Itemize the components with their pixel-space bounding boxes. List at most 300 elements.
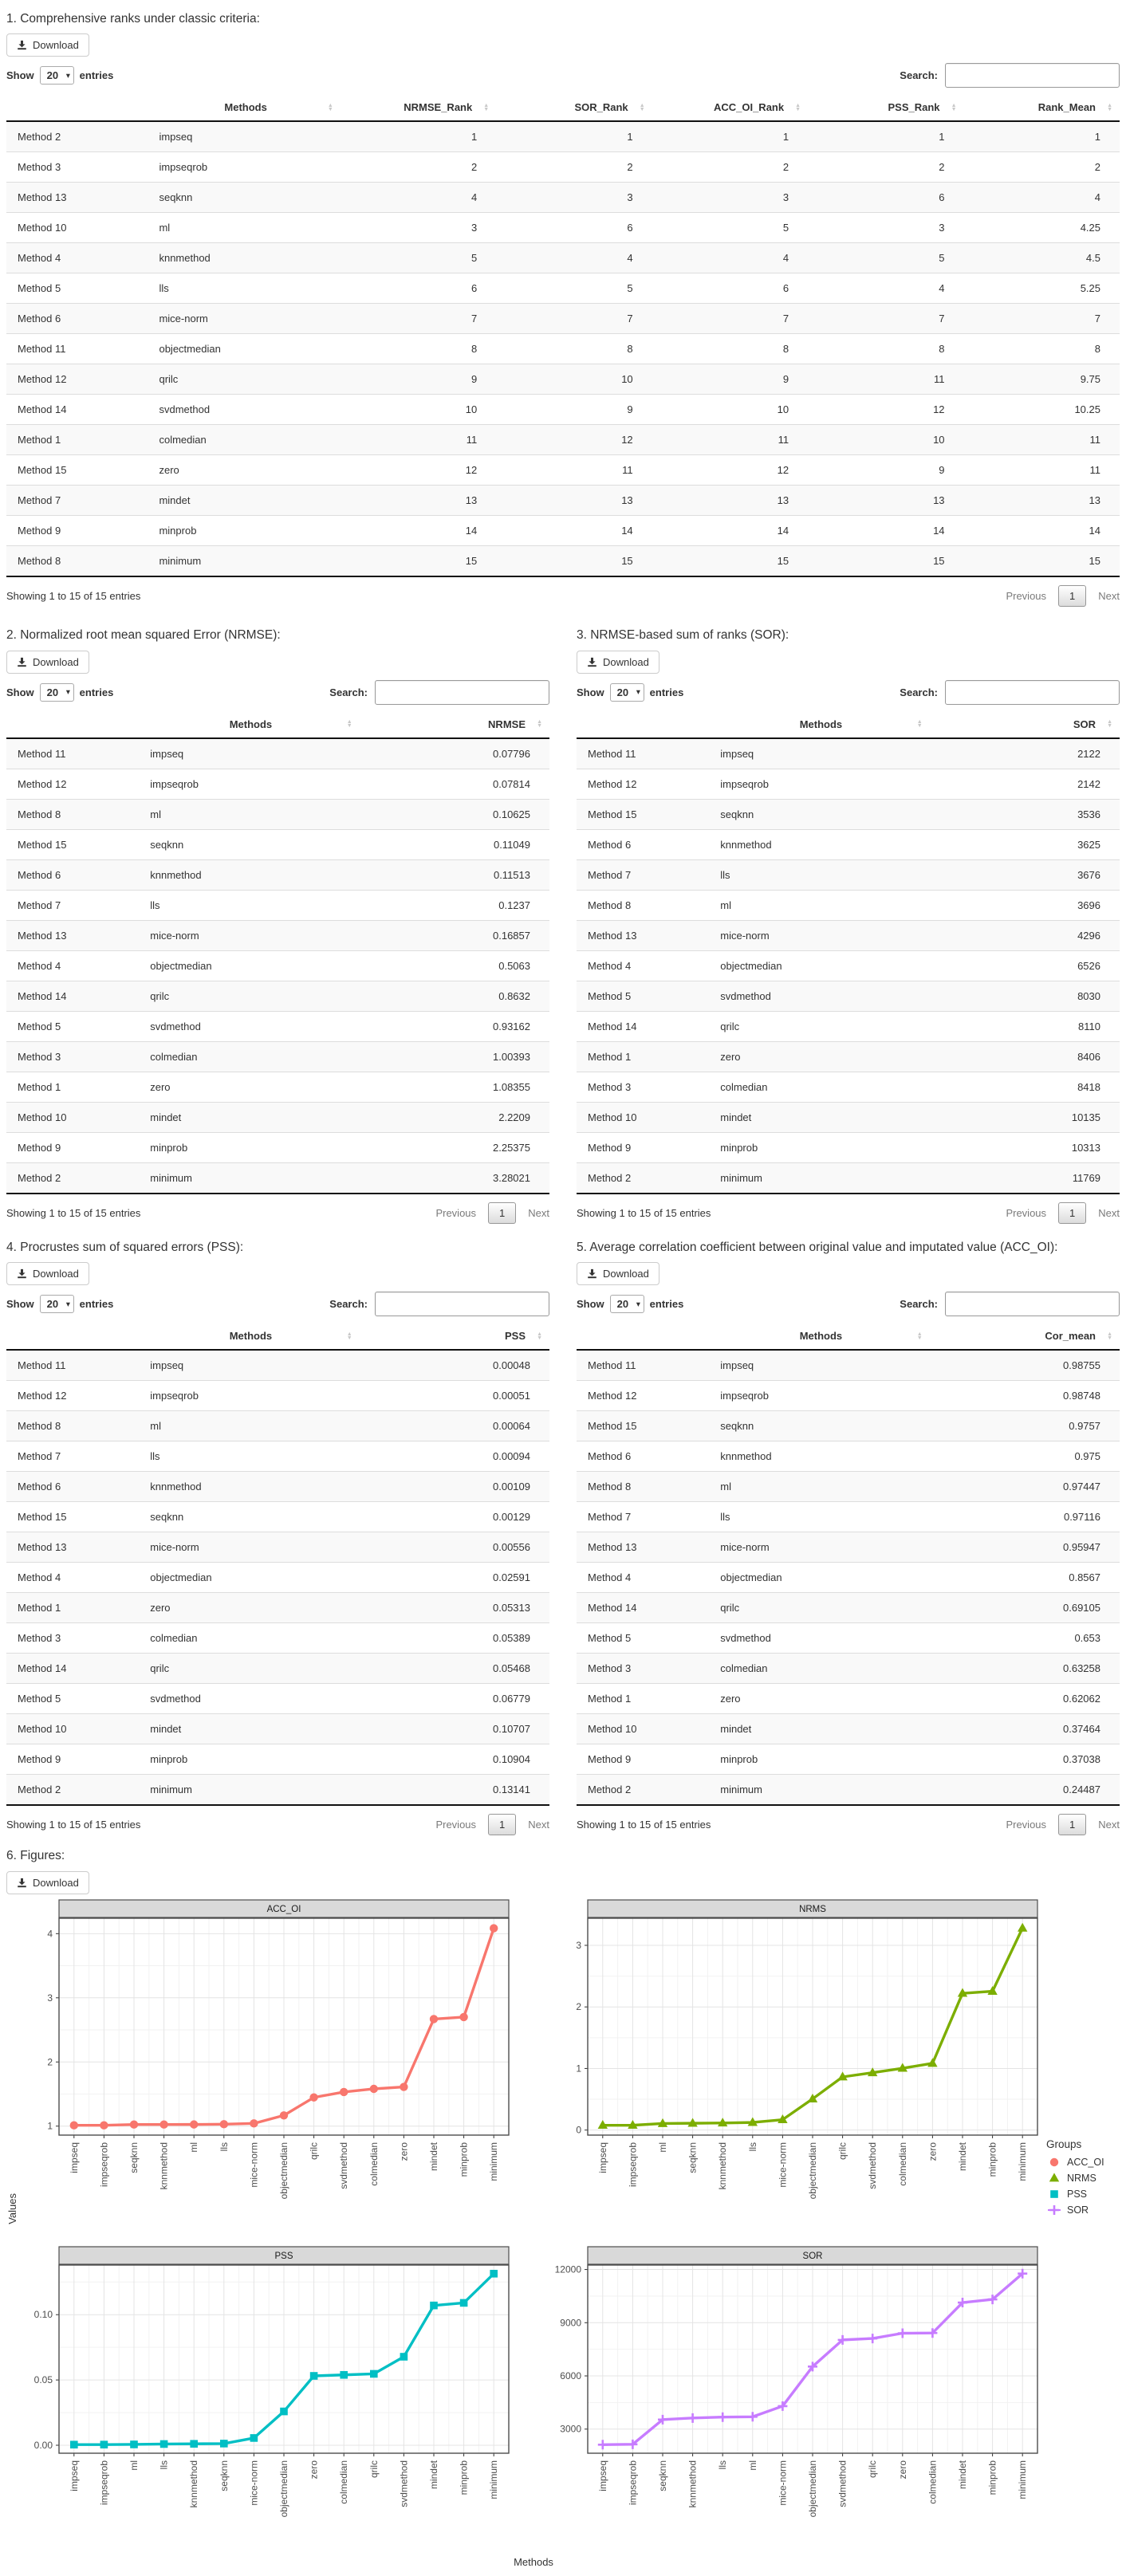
cell-value: 0.8632 [360,981,549,1011]
column-header-label: Methods [229,1330,273,1343]
previous-button[interactable]: Previous [1006,590,1047,603]
download-label: Download [33,39,79,52]
cell-value: 13 [496,486,652,516]
cell-value: 0.16857 [360,920,549,950]
table-row [577,1350,1120,1381]
sort-arrows-icon[interactable]: ▲ ▼ [483,102,490,112]
cell-value: 8 [652,334,808,364]
search-input[interactable] [375,1292,549,1316]
cell-rowname: Method 7 [6,890,142,920]
search-label: Search: [900,69,938,82]
download-button[interactable] [577,651,659,674]
download-button[interactable] [577,1262,659,1285]
entries-label: entries [649,1298,684,1311]
cell-value: 8030 [930,981,1120,1011]
table-toolbar [577,1262,1120,1285]
table-row [6,859,549,890]
show-label: Show [6,686,34,698]
column-header-nrmse_rank[interactable] [341,94,496,121]
table-row [6,152,1120,183]
facet-strip-title: NRMS [799,1904,826,1914]
cell-rowname: Method 7 [6,486,151,516]
cell-method: seqknn [142,829,359,859]
previous-button[interactable]: Previous [435,1819,477,1831]
cell-value: 5 [652,213,808,243]
cell-method: impseqrob [151,152,340,183]
cell-rowname: Method 14 [577,1011,712,1041]
page-size-select-wrap [610,683,644,702]
cell-rowname: Method 2 [6,121,151,152]
cell-method: objectmedian [712,1563,929,1593]
cell-value: 0.07814 [360,769,549,799]
x-category-label: impseqrob [98,2141,110,2187]
section-acc-oi [577,1232,1120,1840]
cell-rowname: Method 12 [6,1381,142,1411]
next-button[interactable]: Next [1098,1819,1120,1831]
column-header-methods[interactable] [142,1323,359,1350]
download-button[interactable] [6,1262,89,1285]
cell-method: lls [142,890,359,920]
data-point [490,2269,498,2277]
cell-method: ml [712,1472,929,1502]
table-controls [6,680,549,705]
cell-rowname: Method 6 [6,859,142,890]
table-row [6,1684,549,1714]
column-header-sor_rank[interactable] [496,94,652,121]
page-size-select[interactable] [40,66,74,85]
cell-value: 1 [341,121,496,152]
cell-rowname: Method 2 [6,1775,142,1806]
table-row [577,799,1120,829]
cell-method: impseq [142,738,359,769]
x-category-label: knnmethod [188,2460,200,2507]
table-toolbar [577,651,1120,674]
x-category-label: seqknn [218,2460,230,2491]
table-row [577,1775,1120,1806]
datatable-sor [577,651,1120,1224]
x-category-label: objectmedian [807,2141,818,2199]
cell-method: svdmethod [712,1623,929,1654]
table-row [6,1350,549,1381]
sort-arrows-icon[interactable]: ▲ ▼ [346,719,352,730]
next-button[interactable]: Next [528,1206,549,1219]
previous-button[interactable]: Previous [1006,1206,1047,1219]
data-point [340,2087,348,2095]
cell-method: mice-norm [151,304,340,334]
data-point [220,2120,228,2128]
table-row [6,1593,549,1623]
showing-entries-text: Showing 1 to 15 of 15 entries [6,1206,141,1219]
column-header-label: Methods [799,718,843,730]
data-point [100,2121,108,2129]
cell-rowname: Method 4 [6,1563,142,1593]
cell-value: 10 [496,364,652,395]
x-category-label: colmedian [368,2141,380,2186]
table-row [6,425,1120,455]
sort-arrows-icon[interactable]: ▲ ▼ [639,102,645,112]
cell-method: minprob [142,1744,359,1775]
cell-value: 10313 [930,1132,1120,1162]
search-input[interactable] [945,63,1120,88]
page-size-select[interactable] [40,683,74,702]
table-row [6,1132,549,1162]
search-input[interactable] [945,680,1120,705]
y-tick-label: 0 [576,2124,581,2136]
download-button[interactable] [6,1871,89,1894]
cell-rowname: Method 9 [6,516,151,546]
download-button[interactable] [6,33,89,57]
cell-rowname: Method 6 [6,304,151,334]
x-category-label: knnmethod [717,2141,729,2189]
table-row [577,1162,1120,1194]
cell-rowname: Method 5 [6,1684,142,1714]
cell-rowname: Method 7 [577,859,712,890]
entries-label: entries [79,69,114,82]
cell-value: 15 [964,546,1120,577]
cell-method: seqknn [712,799,929,829]
column-header-methods[interactable] [712,1323,929,1350]
sort-arrows-icon[interactable]: ▲ ▼ [795,102,801,112]
column-header-label: Rank_Mean [1037,101,1096,114]
y-tick-label: 9000 [560,2316,581,2328]
previous-button[interactable]: Previous [1006,1819,1047,1831]
column-header-sor[interactable] [930,711,1120,738]
legend-label: NRMS [1067,2172,1096,2184]
page-1-button[interactable]: 1 [1058,585,1086,607]
legend-items [1046,2156,1120,2216]
legend-item-pss [1046,2188,1120,2200]
x-category-label: mindet [957,2141,968,2171]
facet-strip-title: PSS [274,2251,293,2261]
table-controls [577,680,1120,705]
x-category-label: svdmethod [398,2460,410,2507]
cell-rowname: Method 9 [577,1744,712,1775]
page-size-select-wrap [610,1295,644,1313]
table-row [6,920,549,950]
page-1-button[interactable]: 1 [1058,1814,1086,1835]
showing-entries-text: Showing 1 to 15 of 15 entries [6,1819,141,1831]
cell-value: 2 [652,152,808,183]
data-point [250,2434,258,2442]
table-row [6,981,549,1011]
chart-svg-acc_oi [24,1899,514,2232]
cell-value: 11 [808,364,963,395]
x-category-label: objectmedian [278,2460,289,2517]
table-row [577,1132,1120,1162]
cell-method: mindet [142,1714,359,1744]
cell-method: zero [712,1041,929,1072]
cell-value: 0.95947 [930,1532,1120,1563]
x-category-label: svdmethod [867,2141,879,2189]
cell-method: knnmethod [142,859,359,890]
download-label: Download [33,1268,79,1280]
cell-value: 0.11049 [360,829,549,859]
pagination [1006,585,1120,607]
sort-arrows-icon[interactable]: ▲ ▼ [916,1331,923,1341]
next-button[interactable]: Next [528,1819,549,1831]
data-point [490,1924,498,1932]
cell-method: minprob [142,1132,359,1162]
cell-value: 13 [808,486,963,516]
data-point [100,2440,108,2448]
page-size-select[interactable] [610,683,644,702]
download-button[interactable] [6,651,89,674]
cell-rowname: Method 11 [577,738,712,769]
cell-rowname: Method 15 [577,1411,712,1441]
next-button[interactable]: Next [1098,590,1120,603]
cell-value: 0.93162 [360,1011,549,1041]
cell-value: 0.975 [930,1441,1120,1472]
cell-rowname: Method 1 [6,1593,142,1623]
table-row [577,1744,1120,1775]
table-row [577,1102,1120,1132]
cell-value: 7 [652,304,808,334]
sort-arrows-icon[interactable]: ▲ ▼ [1107,719,1112,730]
cell-value: 2.25375 [360,1132,549,1162]
cell-value: 7 [496,304,652,334]
column-header-pss[interactable] [360,1323,549,1350]
cell-value: 8418 [930,1072,1120,1102]
cell-rowname: Method 3 [6,1623,142,1654]
search-label: Search: [900,1298,938,1311]
y-tick-label: 2 [47,2055,53,2067]
table-row [6,1041,549,1072]
cell-method: mindet [151,486,340,516]
section-title: 5. Average correlation coefficient between original value and imputated value (ACC_OI): [577,1240,1058,1254]
table-row [577,1623,1120,1654]
column-header-label: PSS_Rank [888,101,940,114]
table-row [6,395,1120,425]
cell-value: 0.00064 [360,1411,549,1441]
sort-arrows-icon[interactable]: ▲ ▼ [951,102,957,112]
page-size-control [577,1295,683,1313]
cell-method: colmedian [142,1041,359,1072]
cell-method: objectmedian [142,1563,359,1593]
cell-method: objectmedian [142,950,359,981]
show-label: Show [6,69,34,82]
showing-entries-text: Showing 1 to 15 of 15 entries [6,590,141,603]
data-point [160,2440,168,2448]
x-category-label: ml [188,2141,200,2153]
cell-value: 13 [964,486,1120,516]
table-row [577,1654,1120,1684]
cell-rowname: Method 4 [577,950,712,981]
table-row [6,1532,549,1563]
x-category-label: seqknn [687,2141,699,2173]
cell-value: 11 [652,425,808,455]
x-category-label: ml [657,2141,668,2153]
cell-method: svdmethod [142,1684,359,1714]
cell-rowname: Method 1 [577,1684,712,1714]
table-toolbar [6,651,549,674]
cell-value: 2 [808,152,963,183]
pagination [435,1202,549,1224]
page-1-button[interactable]: 1 [488,1814,516,1835]
table-row [6,1381,549,1411]
column-header-methods[interactable] [712,711,929,738]
cell-value: 0.9757 [930,1411,1120,1441]
sort-arrows-icon[interactable]: ▲ ▼ [537,1331,542,1341]
page-1-button[interactable]: 1 [488,1202,516,1224]
table-row [577,1502,1120,1532]
cell-rowname: Method 5 [6,1011,142,1041]
table-row [577,950,1120,981]
cell-method: ml [142,799,359,829]
cell-method: knnmethod [151,243,340,273]
section-title: 2. Normalized root mean squared Error (NRMSE): [6,628,281,643]
sort-arrows-icon[interactable]: ▲ ▼ [916,719,923,730]
header-row [6,711,549,738]
pagination [1006,1814,1120,1835]
column-header-nrmse[interactable] [360,711,549,738]
sort-arrows-icon[interactable]: ▲ ▼ [537,719,542,730]
figures-toolbar [6,1871,1120,1894]
previous-button[interactable]: Previous [435,1206,477,1219]
legend-label: PSS [1067,2188,1088,2200]
cell-rowname: Method 3 [6,1041,142,1072]
sort-arrows-icon[interactable]: ▲ ▼ [346,1331,352,1341]
table-row [6,546,1120,577]
figure-sor [553,2246,1043,2554]
search-input[interactable] [945,1292,1120,1316]
column-header-acc_oi_rank[interactable] [652,94,808,121]
cell-value: 0.69105 [930,1593,1120,1623]
y-axis-label: Values [6,2193,18,2224]
cell-value: 9.75 [964,364,1120,395]
page-size-control [6,66,113,85]
cell-rowname: Method 5 [577,1623,712,1654]
cell-rowname: Method 2 [577,1775,712,1806]
sort-arrows-icon[interactable]: ▲ ▼ [327,102,333,112]
cell-rowname: Method 14 [577,1593,712,1623]
cell-value: 0.00048 [360,1350,549,1381]
table-row [6,738,549,769]
cell-method: minprob [712,1132,929,1162]
cell-value: 10135 [930,1102,1120,1132]
cell-value: 11769 [930,1162,1120,1194]
table-row [577,1684,1120,1714]
cell-method: zero [151,455,340,486]
table-row [577,920,1120,950]
cell-value: 12 [341,455,496,486]
cell-value: 3676 [930,859,1120,890]
legend-key-icon [1046,2204,1062,2216]
table-row [577,1381,1120,1411]
table-row [6,1441,549,1472]
column-header-rownames [6,711,142,738]
cell-value: 15 [341,546,496,577]
x-category-label: mice-norm [248,2141,260,2188]
cell-rowname: Method 6 [6,1472,142,1502]
section-title: 4. Procrustes sum of squared errors (PSS): [6,1240,244,1254]
download-label: Download [33,655,79,668]
pagination [1006,1202,1120,1224]
page-size-select[interactable] [610,1295,644,1313]
cell-value: 0.37464 [930,1714,1120,1744]
table-row [6,1563,549,1593]
page-size-control [577,683,683,702]
column-header-pss_rank[interactable] [808,94,963,121]
x-category-label: minimum [488,2141,500,2181]
cell-value: 5 [496,273,652,304]
cell-rowname: Method 1 [6,425,151,455]
search-control [900,680,1120,705]
data-point [190,2440,198,2448]
cell-value: 0.11513 [360,859,549,890]
page-size-select[interactable] [40,1295,74,1313]
data-point [309,2093,317,2101]
cell-rowname: Method 7 [577,1502,712,1532]
cell-value: 14 [652,516,808,546]
search-input[interactable] [375,680,549,705]
column-header-methods[interactable] [142,711,359,738]
column-header-label: PSS [504,1330,526,1343]
figure-pss [24,2246,514,2554]
table-row [6,1011,549,1041]
table-row [6,455,1120,486]
table-row [6,1472,549,1502]
column-header-rownames [577,711,712,738]
cell-method: seqknn [712,1411,929,1441]
column-header-rownames [6,1323,142,1350]
y-tick-label: 0.05 [33,2373,53,2385]
cell-value: 10 [652,395,808,425]
cell-value: 3 [496,183,652,213]
cell-rowname: Method 15 [577,799,712,829]
cell-method: minimum [142,1775,359,1806]
cell-method: impseqrob [142,769,359,799]
cell-method: impseqrob [712,1381,929,1411]
column-header-cor_mean[interactable] [930,1323,1120,1350]
cell-rowname: Method 4 [577,1563,712,1593]
sort-arrows-icon[interactable]: ▲ ▼ [1107,102,1112,112]
cell-rowname: Method 13 [6,1532,142,1563]
cell-value: 6526 [930,950,1120,981]
sort-arrows-icon[interactable]: ▲ ▼ [1107,1331,1112,1341]
cell-rowname: Method 13 [577,920,712,950]
page-1-button[interactable]: 1 [1058,1202,1086,1224]
column-header-rank_mean[interactable] [964,94,1120,121]
cell-value: 0.00556 [360,1532,549,1563]
column-header-methods[interactable] [151,94,340,121]
next-button[interactable]: Next [1098,1206,1120,1219]
search-label: Search: [900,686,938,698]
x-category-label: svdmethod [837,2460,848,2507]
cell-value: 0.10625 [360,799,549,829]
download-icon [17,40,27,50]
search-control [329,680,549,705]
figure-grid [24,1899,1043,2554]
column-header-label: NRMSE_Rank [404,101,473,114]
table-row [6,1744,549,1775]
cell-rowname: Method 8 [6,1411,142,1441]
x-category-label: objectmedian [278,2141,289,2199]
cell-value: 12 [652,455,808,486]
data-table [6,711,549,1194]
cell-method: mindet [142,1102,359,1132]
legend-key-icon [1046,2172,1062,2185]
page-size-select-wrap [40,683,74,702]
data-point [400,2353,408,2361]
cell-value: 0.05313 [360,1593,549,1623]
cell-value: 0.05468 [360,1654,549,1684]
legend-item-nrms [1046,2172,1120,2185]
table-row [577,859,1120,890]
table-row [6,1775,549,1806]
x-category-label: knnmethod [687,2460,699,2507]
table-row [6,213,1120,243]
section-title: 6. Figures: [6,1849,65,1863]
